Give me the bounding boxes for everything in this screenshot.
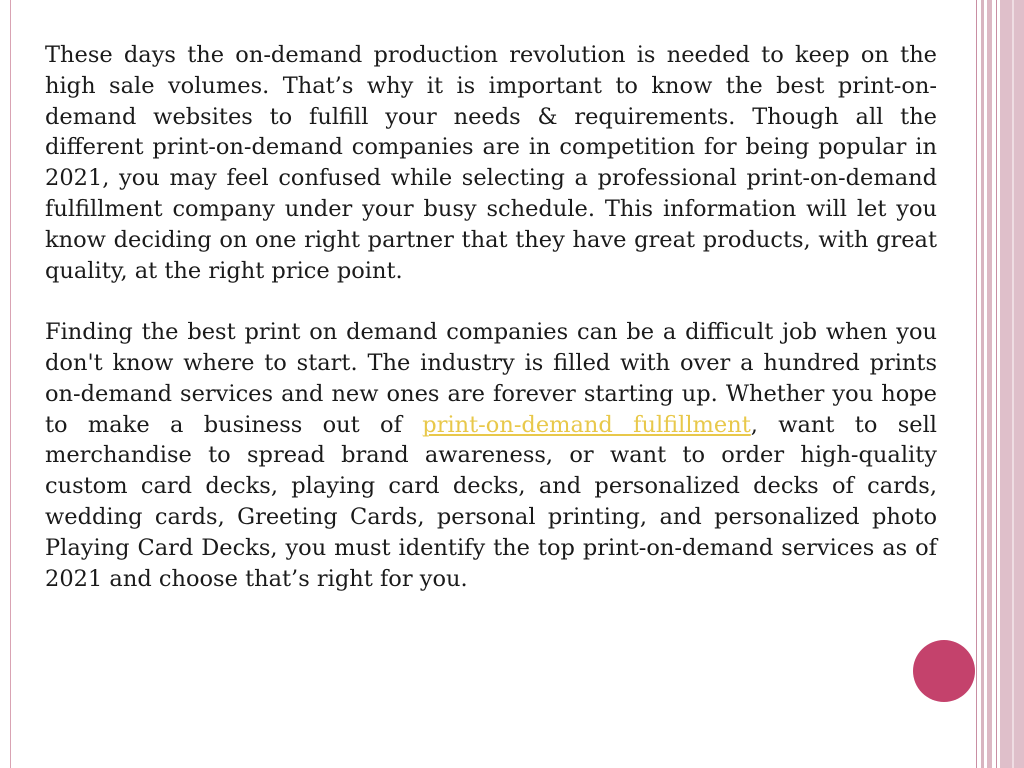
stripe <box>987 0 992 768</box>
paragraph-finding <box>45 317 937 594</box>
stripe <box>976 0 977 768</box>
right-decorative-stripes <box>976 0 1024 768</box>
stripe <box>1012 0 1014 768</box>
print-on-demand-fulfillment-link[interactable]: print-on-demand fulfillment <box>422 411 751 438</box>
paragraph-text-after-link: , want to sell merchandise to spread brand awareness, or want to order high-quality custom card decks, playing card decks, and personalized decks of cards, wedding cards, Greeting Cards, personal printing, and personalized photo Playing Card Decks, you must identify the top print-on-demand services as of 2021 and choose that’s right for you. <box>45 411 937 592</box>
stripe <box>996 0 997 768</box>
paragraph-text-before-link: Finding the best print on demand companies can be a difficult job when you don't know where to start. The industry is filled with over a hundred prints on-demand services and new ones are forever starting up. Whether you hope to make a business out of <box>45 319 937 438</box>
left-border-line <box>10 0 11 768</box>
paragraph-intro: These days the on-demand production revolution is needed to keep on the high sale volumes. That’s why it is important to know the best print-on-demand websites to fulfill your needs & requirements. Though all the different print-on-demand companies are in competition for being popular in 2021, you may feel confused while selecting a professional print-on-demand fulfillment company under your busy schedule. This information will let you know deciding on one right partner that they have great products, with great quality, at the right price point. <box>45 42 937 284</box>
decorative-circle <box>913 640 975 702</box>
body-text <box>45 40 937 625</box>
stripe <box>981 0 984 768</box>
